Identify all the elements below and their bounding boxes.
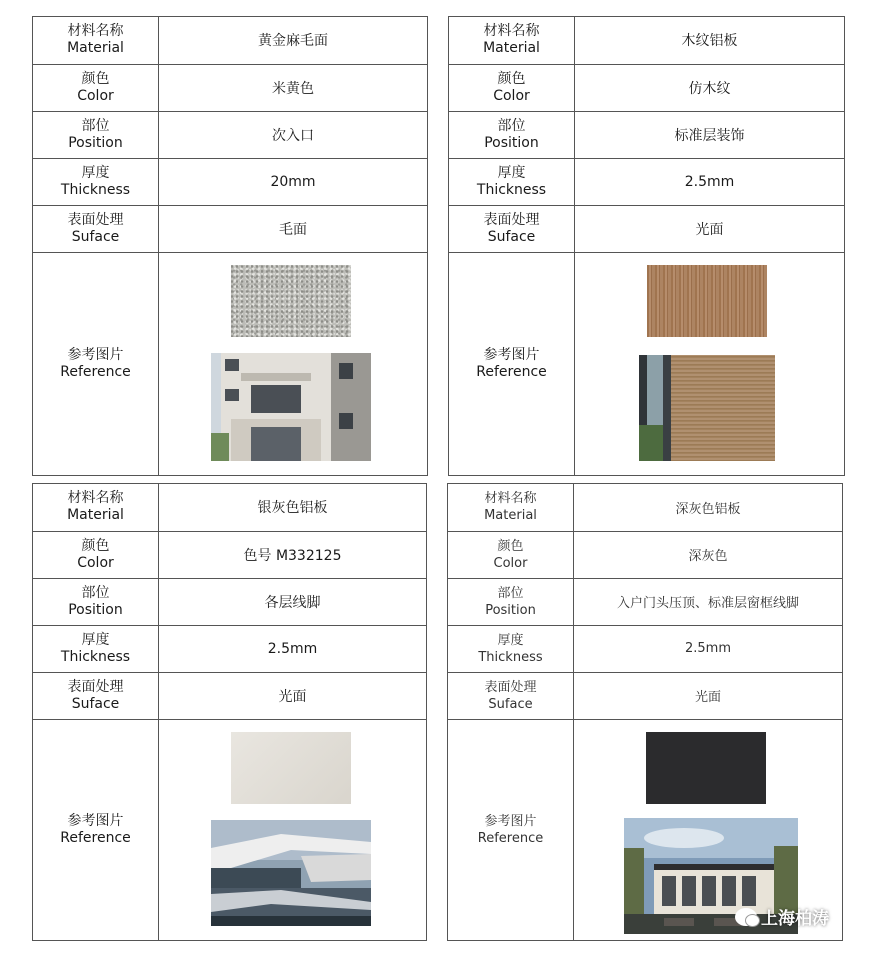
thickness-label: 厚度 Thickness <box>449 158 575 205</box>
material-card-1 <box>32 16 428 476</box>
watermark-text: 上海柏涛 <box>761 909 829 929</box>
reference-label: 参考图片 Reference <box>448 719 574 940</box>
surface-value: 光面 <box>159 672 427 719</box>
material-label: 材料名称 Material <box>448 484 574 531</box>
position-label: 部位 Position <box>33 111 159 158</box>
color-value: 深灰色 <box>574 531 843 578</box>
position-value: 各层线脚 <box>159 578 427 625</box>
color-value: 色号 M332125 <box>159 531 427 578</box>
reference-label: 参考图片 Reference <box>449 252 575 475</box>
watermark <box>735 904 829 929</box>
modern-building-photo-image <box>211 820 371 926</box>
reference-images <box>159 719 427 940</box>
reference-label: 参考图片 Reference <box>33 252 159 475</box>
material-value: 木纹铝板 <box>575 17 845 64</box>
surface-label: 表面处理 Suface <box>33 672 159 719</box>
granite-swatch-image <box>231 265 351 337</box>
position-label: 部位 Position <box>33 578 159 625</box>
color-label: 颜色 Color <box>33 64 159 111</box>
silver-swatch-image <box>231 732 351 804</box>
reference-label: 参考图片 Reference <box>33 719 159 940</box>
surface-value: 毛面 <box>159 205 428 252</box>
surface-label: 表面处理 Suface <box>33 205 159 252</box>
material-value: 银灰色铝板 <box>159 484 427 531</box>
material-card-4 <box>447 483 843 941</box>
surface-label: 表面处理 Suface <box>449 205 575 252</box>
position-value: 入户门头压顶、标准层窗框线脚 <box>574 578 843 625</box>
wood-grain-swatch-image <box>647 265 767 337</box>
thickness-value: 2.5mm <box>575 158 845 205</box>
thickness-value: 20mm <box>159 158 428 205</box>
material-card-3 <box>32 483 427 941</box>
color-value: 仿木纹 <box>575 64 845 111</box>
position-label: 部位 Position <box>448 578 574 625</box>
material-value: 深灰色铝板 <box>574 484 843 531</box>
wechat-icon <box>735 908 757 926</box>
surface-value: 光面 <box>574 672 843 719</box>
material-card-2 <box>448 16 845 476</box>
reference-images <box>575 252 845 475</box>
surface-value: 光面 <box>575 205 845 252</box>
material-label: 材料名称 Material <box>33 484 159 531</box>
dark-gray-swatch-image <box>646 732 766 804</box>
surface-label: 表面处理 Suface <box>448 672 574 719</box>
color-label: 颜色 Color <box>33 531 159 578</box>
thickness-value: 2.5mm <box>159 625 427 672</box>
thickness-label: 厚度 Thickness <box>33 158 159 205</box>
material-value: 黄金麻毛面 <box>159 17 428 64</box>
position-value: 标准层装饰 <box>575 111 845 158</box>
thickness-label: 厚度 Thickness <box>448 625 574 672</box>
material-label: 材料名称 Material <box>33 17 159 64</box>
position-value: 次入口 <box>159 111 428 158</box>
reference-images <box>159 252 428 475</box>
thickness-value: 2.5mm <box>574 625 843 672</box>
position-label: 部位 Position <box>449 111 575 158</box>
building-photo-image <box>211 353 371 461</box>
thickness-label: 厚度 Thickness <box>33 625 159 672</box>
color-label: 颜色 Color <box>448 531 574 578</box>
material-label: 材料名称 Material <box>449 17 575 64</box>
color-label: 颜色 Color <box>449 64 575 111</box>
color-value: 米黄色 <box>159 64 428 111</box>
wood-panel-photo-image <box>639 355 775 461</box>
